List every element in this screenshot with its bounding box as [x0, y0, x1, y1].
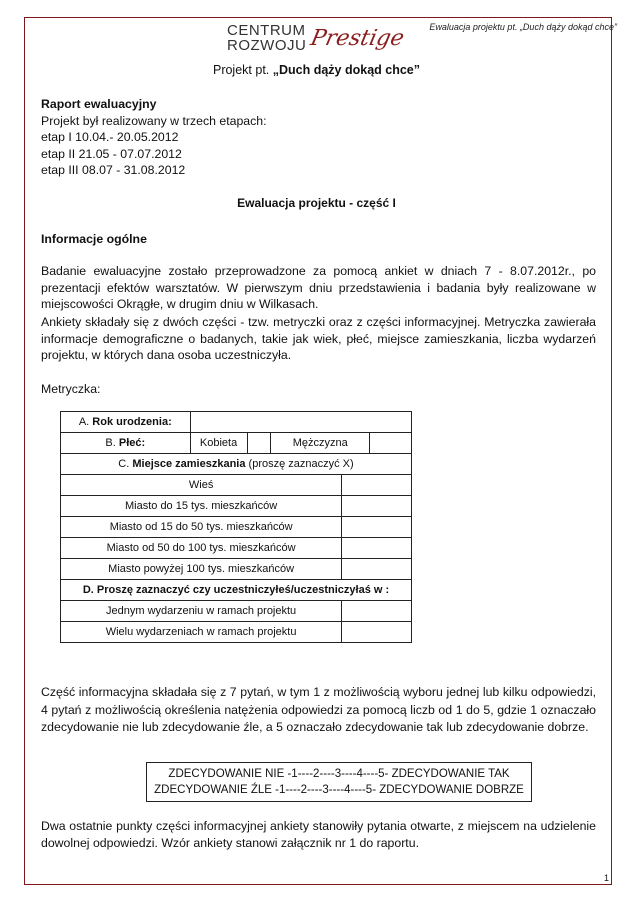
- residence-mark-cell: [342, 496, 412, 517]
- table-row: [61, 433, 412, 454]
- residence-mark-cell: [342, 475, 412, 496]
- birth-year-label: A. Rok urodzenia:: [61, 412, 191, 433]
- residence-option: Miasto od 50 do 100 tys. mieszkańców: [61, 538, 342, 559]
- scale-line-2: ZDECYDOWANIE ŹLE -1----2----3----4----5- ZDECYDOWANIE DOBRZE: [154, 784, 524, 796]
- participation-option: Wielu wydarzeniach w ramach projektu: [61, 622, 342, 643]
- table-row: [61, 412, 412, 433]
- gender-female-cell: [247, 433, 271, 454]
- info-heading: Informacje ogólne: [41, 232, 147, 246]
- stage-2: etap II 21.05 - 07.07.2012: [41, 146, 182, 161]
- logo-line2: ROZWOJU: [227, 37, 307, 54]
- birth-year-cell: [190, 412, 411, 433]
- metryczka-label: Metryczka:: [41, 382, 101, 396]
- participation-mark-cell: [342, 622, 412, 643]
- metryczka-table: [60, 411, 412, 643]
- table-row: [61, 454, 412, 475]
- gender-option-female: Kobieta: [190, 433, 247, 454]
- residence-option: Wieś: [61, 475, 342, 496]
- residence-mark-cell: [342, 559, 412, 580]
- residence-label: C. Miejsce zamieszkania (proszę zaznaczyć X): [61, 454, 412, 475]
- scale-line-1: ZDECYDOWANIE NIE -1----2----3----4----5- ZDECYDOWANIE TAK: [168, 768, 510, 780]
- residence-mark-cell: [342, 517, 412, 538]
- report-intro: Projekt był realizowany w trzech etapach:: [41, 113, 267, 128]
- paragraph-2: Ankiety składały się z dwóch części - tzw. metryczki oraz z części informacyjnej. Metryczka zawierała informacje demograficzne o badanych, takie jak wiek, płeć, miejsce zamieszkania, liczba wydarzeń projektu, w których dana osoba uczestniczyła.: [41, 315, 596, 362]
- gender-male-cell: [370, 433, 412, 454]
- table-row: [61, 538, 412, 559]
- header-caption: Ewaluacja projektu pt. „Duch dąży dokąd chce”: [429, 22, 617, 32]
- project-title-prefix: Projekt pt.: [212, 63, 273, 77]
- paragraph-1: Badanie ewaluacyjne zostało przeprowadzone za pomocą ankiet w dniach 7 - 8.07.2012r., po prezentacji efektów warsztatów. W pierwszym dniu przedstawienia i badania były realizowane w miejscowości Okrągłe, w drugim dniu w Wilkasach.: [41, 264, 596, 311]
- rating-scale-box: [146, 762, 532, 802]
- report-heading: Raport ewaluacyjny: [41, 97, 157, 111]
- gender-label: B. Płeć:: [61, 433, 191, 454]
- project-title: [0, 63, 633, 77]
- table-row: [61, 517, 412, 538]
- stage-3: etap III 08.07 - 31.08.2012: [41, 163, 186, 177]
- section-title: Ewaluacja projektu - część I: [237, 196, 396, 210]
- logo-script: Prestige: [308, 26, 407, 51]
- table-row: [61, 496, 412, 517]
- table-row: [61, 601, 412, 622]
- participation-option: Jednym wydarzeniu w ramach projektu: [61, 601, 342, 622]
- table-row: [61, 559, 412, 580]
- logo: [227, 22, 407, 62]
- paragraph-3: Część informacyjna składała się z 7 pytań, w tym 1 z możliwością wyboru jednej lub kilku odpowiedzi, 4 pytań z możliwością określenia natężenia odpowiedzi za pomocą liczb od 1 do 5, gdzie 1 oznaczało zdecydowanie nie lub zdecydowanie źle, a 5 oznaczało zdecydowanie tak lub zdecydowanie dobrze.: [41, 685, 596, 734]
- table-row: [61, 580, 412, 601]
- participation-mark-cell: [342, 601, 412, 622]
- stage-1: etap I 10.04.- 20.05.2012: [41, 130, 179, 144]
- gender-option-male: Mężczyzna: [271, 433, 370, 454]
- table-row: [61, 475, 412, 496]
- residence-option: Miasto do 15 tys. mieszkańców: [61, 496, 342, 517]
- table-row: [61, 622, 412, 643]
- page-number: 1: [603, 873, 609, 883]
- paragraph-4: Dwa ostatnie punkty części informacyjnej ankiety stanowiły pytania otwarte, z miejscem na udzielenie dowolnej odpowiedzi. Wzór ankiety stanowi załącznik nr 1 do raportu.: [41, 819, 596, 850]
- residence-option: Miasto powyżej 100 tys. mieszkańców: [61, 559, 342, 580]
- residence-mark-cell: [342, 538, 412, 559]
- project-title-name: „Duch dąży dokąd chce”: [272, 63, 420, 77]
- report-block: [41, 96, 596, 179]
- logo-line1: CENTRUM: [227, 22, 306, 39]
- participation-label: D. Proszę zaznaczyć czy uczestniczyłeś/uczestniczyłaś w :: [61, 580, 412, 601]
- residence-option: Miasto od 15 do 50 tys. mieszkańców: [61, 517, 342, 538]
